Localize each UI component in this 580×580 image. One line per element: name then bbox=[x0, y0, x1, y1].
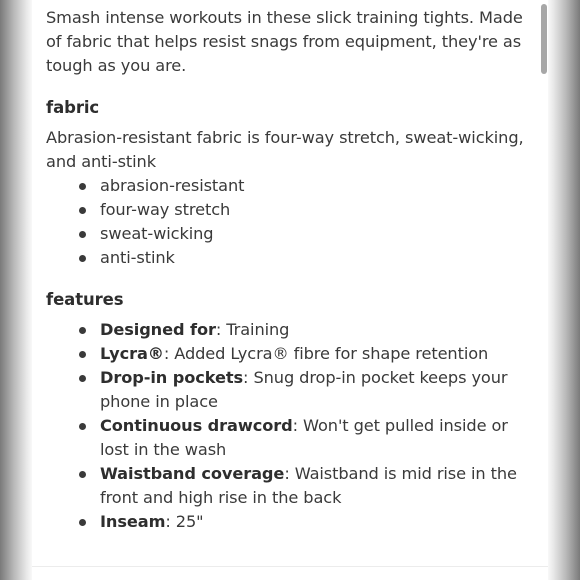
feature-label: Drop-in pockets bbox=[100, 368, 244, 387]
feature-label: Lycra® bbox=[100, 344, 164, 363]
feature-label: Designed for bbox=[100, 320, 216, 339]
vertical-scrollbar[interactable] bbox=[541, 4, 547, 74]
fabric-list bbox=[46, 174, 538, 270]
bottom-divider bbox=[32, 566, 548, 567]
feature-label: Continuous drawcord bbox=[100, 416, 293, 435]
feature-item-continuous-drawcord bbox=[46, 414, 538, 462]
feature-item-designed-for bbox=[46, 318, 538, 342]
fabric-list-item: sweat-wicking bbox=[46, 222, 538, 246]
feature-item-inseam bbox=[46, 510, 538, 534]
fabric-list-item: abrasion-resistant bbox=[46, 174, 538, 198]
feature-value: : Won't get pulled inside or lost in the wash bbox=[100, 416, 508, 459]
intro-text: Smash intense workouts in these slick training tights. Made of fabric that helps resist snags from equipment, they're as tough as you are. bbox=[46, 8, 523, 75]
feature-value: : Snug drop-in pocket keeps your phone in place bbox=[100, 368, 508, 411]
feature-value: : Added Lycra® fibre for shape retention bbox=[163, 344, 489, 363]
product-details-content bbox=[46, 6, 538, 534]
feature-value: : Training bbox=[215, 320, 290, 339]
feature-item-waistband-coverage bbox=[46, 462, 538, 510]
feature-label: Waistband coverage bbox=[100, 464, 285, 483]
feature-value: : Waistband is mid rise in the front and high rise in the back bbox=[100, 464, 517, 507]
feature-item-lycra bbox=[46, 342, 538, 366]
fabric-list-item: anti-stink bbox=[46, 246, 538, 270]
features-list bbox=[46, 318, 538, 534]
features-heading: features bbox=[46, 290, 124, 309]
feature-label: Inseam bbox=[100, 512, 166, 531]
feature-value: : 25" bbox=[165, 512, 204, 531]
feature-item-drop-in-pockets bbox=[46, 366, 538, 414]
fabric-heading: fabric bbox=[46, 98, 100, 117]
fabric-list-item: four-way stretch bbox=[46, 198, 538, 222]
product-details-page bbox=[32, 0, 548, 580]
fabric-description: Abrasion-resistant fabric is four-way stretch, sweat-wicking, and anti-stink bbox=[46, 128, 524, 171]
